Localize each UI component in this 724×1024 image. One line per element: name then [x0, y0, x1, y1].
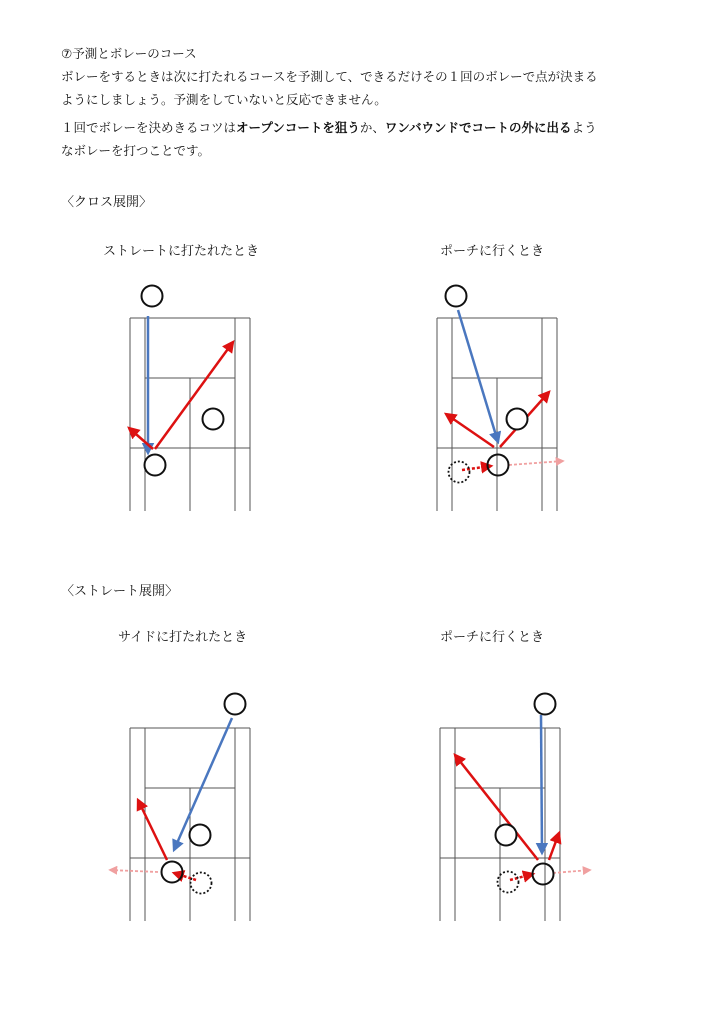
red-volley-arrow [549, 833, 559, 860]
red-volley-arrow [138, 800, 167, 860]
paragraph1-line1: ボレーをするときは次に打たれるコースを予測して、できるだけその１回のボレーで点が決まる [61, 69, 598, 84]
player-circle [145, 455, 166, 476]
pink-move-arrow [110, 870, 158, 872]
paragraph2-text: よう [571, 120, 597, 135]
player-circle [203, 409, 224, 430]
player-circle [507, 409, 528, 430]
red-move-arrow [174, 873, 196, 880]
player-circle-dotted [191, 873, 212, 894]
red-volley-arrow [129, 428, 153, 449]
paragraph2-line2: なボレーを打つことです。 [61, 143, 211, 158]
diagram-cross-straight [129, 286, 250, 512]
pink-move-arrow [509, 461, 563, 465]
player-circle [225, 694, 246, 715]
red-move-arrow [510, 874, 533, 880]
red-volley-arrow [446, 414, 494, 447]
court-lines [130, 728, 250, 921]
diagram-caption: ストレートに打たれたとき [103, 244, 260, 259]
blue-shot-arrow [541, 715, 542, 853]
player-circle [162, 862, 183, 883]
paragraph2-text: １回でボレーを決めきるコツは [61, 120, 237, 135]
section-label-straight: 〈ストレート展開〉 [61, 584, 179, 599]
player-circle [190, 825, 211, 846]
player-circle [446, 286, 467, 307]
paragraph2-emphasis-out-of-court: ワンバウンドでコートの外に出る [384, 120, 572, 135]
diagram-caption: ポーチに行くとき [440, 244, 545, 259]
player-circle-dotted [498, 872, 519, 893]
player-circle [533, 864, 554, 885]
player-circle [142, 286, 163, 307]
paragraph1-line2: ようにしましょう。予測をしていないと反応できません。 [61, 92, 387, 107]
blue-shot-arrow [458, 310, 498, 442]
diagram-caption: ポーチに行くとき [440, 630, 545, 645]
player-circle [496, 825, 517, 846]
diagram-straight-poach [440, 694, 590, 922]
paragraph2-text: か、 [359, 120, 385, 135]
diagram-straight-side [110, 694, 250, 922]
diagram-caption: サイドに打たれたとき [118, 630, 248, 645]
pink-move-arrow [553, 870, 590, 873]
diagram-cross-poach [437, 286, 563, 512]
paragraph2-emphasis-open-court: オープンコートを狙う [236, 120, 360, 135]
player-circle [535, 694, 556, 715]
player-circle [488, 455, 509, 476]
red-volley-arrow [155, 342, 233, 449]
red-volley-arrow [455, 755, 538, 860]
section-heading: ⑦予測とボレーのコース [61, 46, 197, 61]
section-label-cross: 〈クロス展開〉 [61, 195, 153, 210]
